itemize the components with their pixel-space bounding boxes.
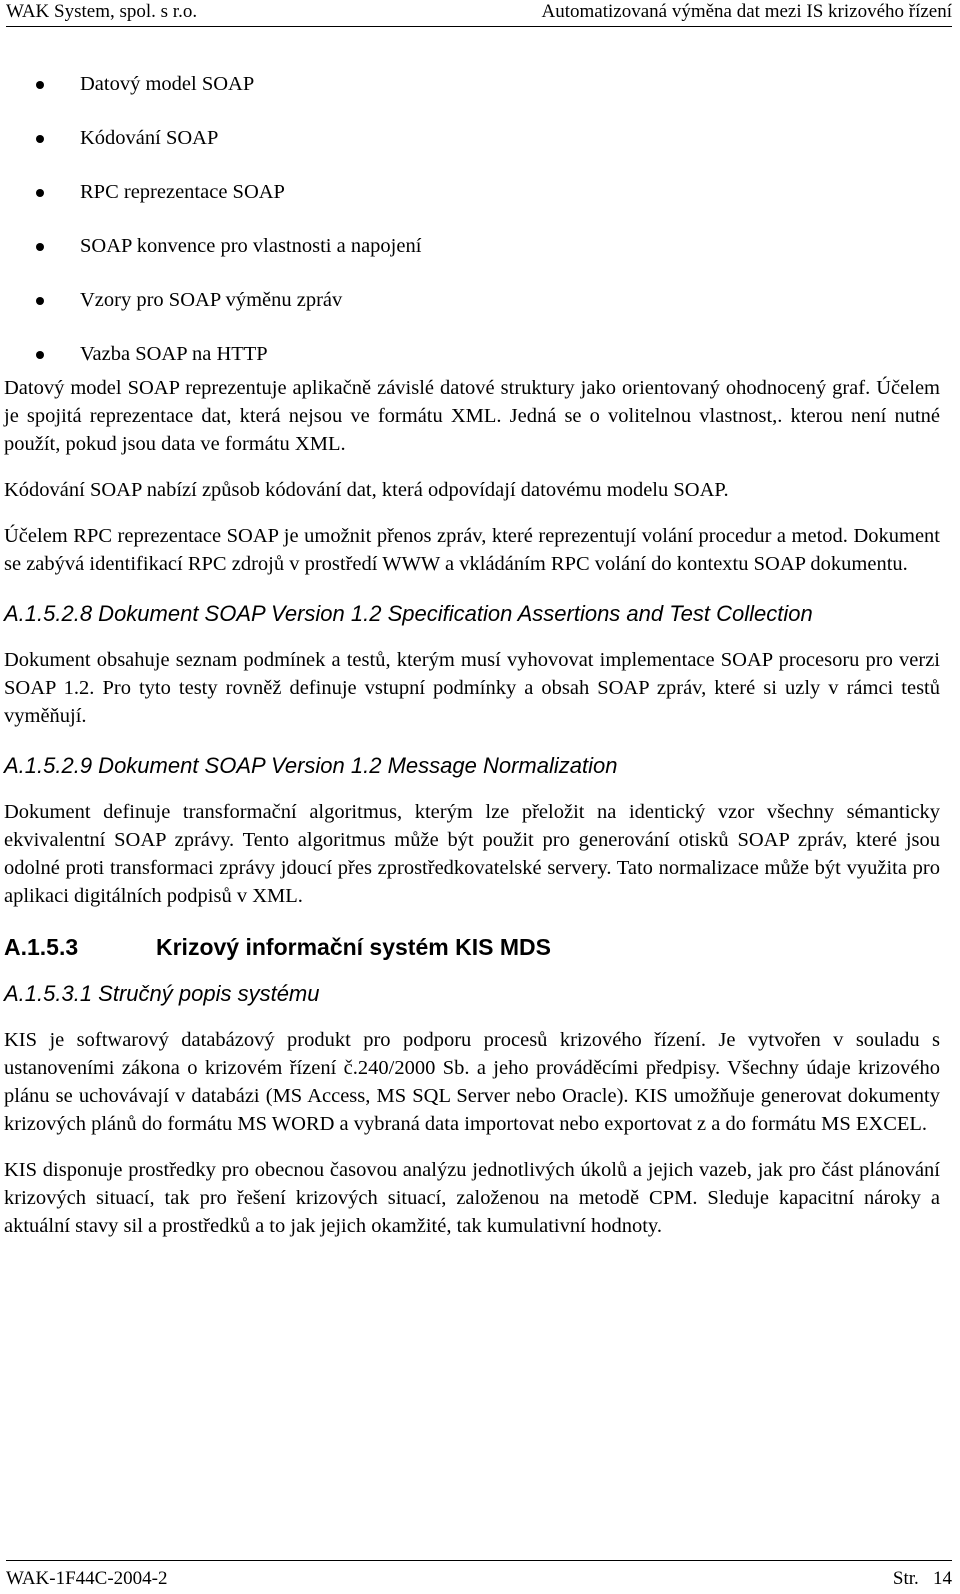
bullet-icon <box>36 351 44 359</box>
paragraph-data-model: Datový model SOAP reprezentuje aplikačně závislé datové struktury jako orientovaný ohodnocený graf. Účelem je spojitá reprezentace dat, která nejsou ve formátu XML. Jedná se o volitelnou vlastnost,. kterou není nutné použít, pokud jsou data ve formátu XML. <box>4 377 940 455</box>
bullet-icon <box>36 297 44 305</box>
header-doc-title: Automatizovaná výměna dat mezi IS krizového řízení <box>541 1 952 22</box>
list-item: Kódování SOAP <box>4 114 940 168</box>
paragraph-rpc: Účelem RPC reprezentace SOAP je umožnit přenos zpráv, které reprezentují volání procedur a metod. Dokument se zabývá identifikací RPC zdrojů v prostředí WWW a vkládáním RPC volání do kontextu SOAP dokumentu. <box>4 525 940 575</box>
header-company: WAK System, spol. s r.o. <box>6 1 198 22</box>
list-item: RPC reprezentace SOAP <box>4 168 940 222</box>
bullet-list <box>4 60 940 374</box>
list-item: Vazba SOAP na HTTP <box>4 330 940 374</box>
page-content <box>4 60 940 1240</box>
footer-doc-id: WAK-1F44C-2004-2 <box>6 1568 168 1589</box>
heading-title: Krizový informační systém KIS MDS <box>156 934 551 960</box>
paragraph-kis-analysis: KIS disponuje prostředky pro obecnou časovou analýzu jednotlivých úkolů a jejich vazeb, jak pro část plánování krizových situací, tak pro řešení krizových situací, založenou na metodě CPM. Sleduje kapacitní nároky a aktuální stavy sil a prostředků a to jak jejich okamžité, tak kumulativní hodnoty. <box>4 1159 940 1237</box>
paragraph-normalization: Dokument definuje transformační algoritmus, kterým lze přeložit na identický vzor všechny sémanticky ekvivalentní SOAP zprávy. Tento algoritmus může být použit pro generování otisků SOAP zpráv, které jsou odolné proti transformaci zprávy jdoucí přes zprostředkovatelské servery. Tato normalizace může být využita pro aplikaci digitálních podpisů v XML. <box>4 801 940 907</box>
paragraph-encoding: Kódování SOAP nabízí způsob kódování dat, která odpovídají datovému modelu SOAP. <box>4 479 729 501</box>
heading-a1528: A.1.5.2.8 Dokument SOAP Version 1.2 Specification Assertions and Test Collection <box>4 601 813 626</box>
list-item: Datový model SOAP <box>4 60 940 114</box>
paragraph-assertions: Dokument obsahuje seznam podmínek a testů, kterým musí vyhovovat implementace SOAP procesoru pro verzi SOAP 1.2. Pro tyto testy rovněž definuje vstupní podmínky a obsah SOAP zpráv, které si uzly v rámci testů vyměňují. <box>4 649 940 727</box>
heading-a1531: A.1.5.3.1 Stručný popis systému <box>4 981 320 1006</box>
heading-number: A.1.5.3 <box>4 934 79 960</box>
bullet-icon <box>36 189 44 197</box>
list-item: SOAP konvence pro vlastnosti a napojení <box>4 222 940 276</box>
paragraph-kis-intro: KIS je softwarový databázový produkt pro podporu procesů krizového řízení. Je vytvořen v souladu s ustanoveními zákona o krizovém řízení č.240/2000 Sb. a jeho prováděcími předpisy. Všechny údaje krizového plánu se uchovávají v databázi (MS Access, MS SQL Server nebo Oracle). KIS umožňuje generovat dokumenty krizových plánů do formátu MS WORD a vybraná data importovat nebo exportovat z a do formátu MS EXCEL. <box>4 1029 940 1135</box>
heading-a1529: A.1.5.2.9 Dokument SOAP Version 1.2 Message Normalization <box>4 753 618 778</box>
bullet-icon <box>36 243 44 251</box>
bullet-icon <box>36 81 44 89</box>
list-item: Vzory pro SOAP výměnu zpráv <box>4 276 940 330</box>
page-header <box>6 0 952 27</box>
page-footer <box>6 1560 952 1591</box>
footer-page-number: Str. 14 <box>892 1568 952 1589</box>
bullet-icon <box>36 135 44 143</box>
heading-a153 <box>4 932 940 962</box>
